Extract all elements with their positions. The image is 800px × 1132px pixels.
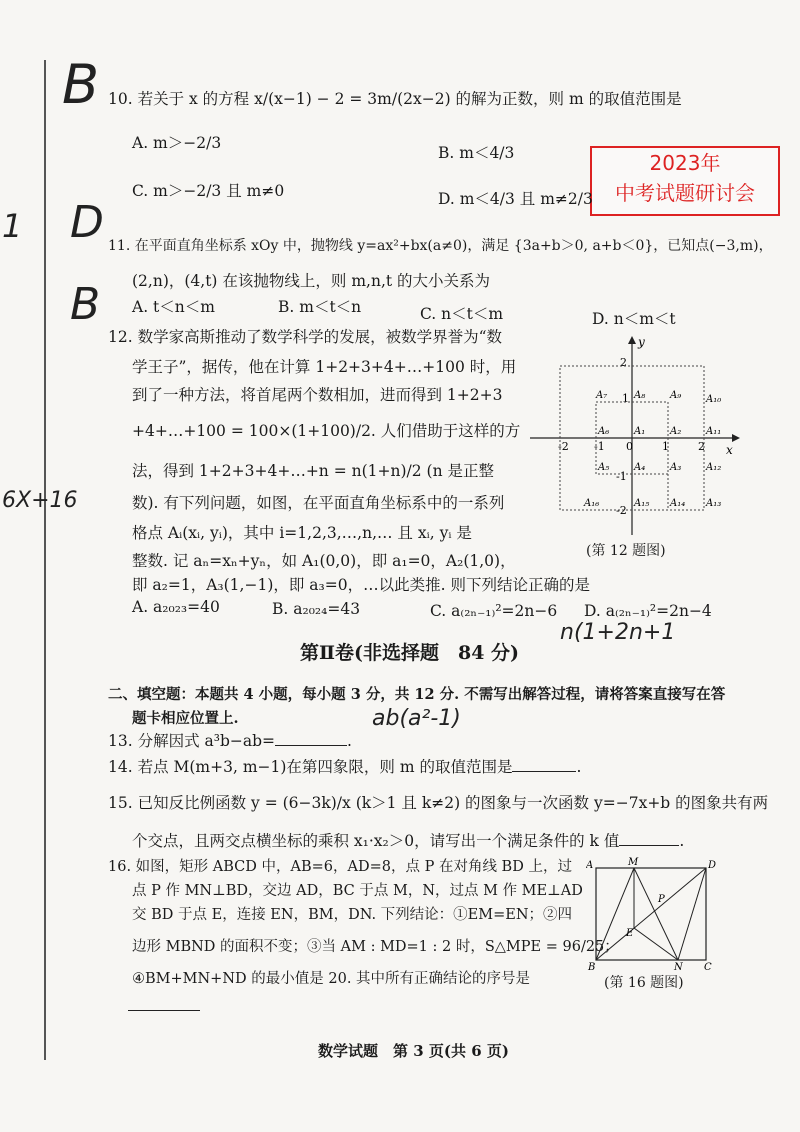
stamp-line1: 2023年 xyxy=(649,151,721,175)
ytick-2: 2 xyxy=(620,356,627,369)
point-a9: A₉ xyxy=(670,390,682,401)
q11-option-c: C. n＜t＜m xyxy=(420,305,504,323)
point-a7: A₇ xyxy=(596,390,608,401)
q15-answer-blank[interactable] xyxy=(619,831,679,846)
point-a4: A₄ xyxy=(634,462,646,473)
q15-line2: 个交点，且两交点横坐标的乘积 x₁·x₂＞0，请写出一个满足条件的 k 值 . xyxy=(132,832,685,850)
ytick-neg1: -1 xyxy=(616,470,627,483)
red-stamp xyxy=(590,146,780,216)
q11-option-b: B. m＜t＜n xyxy=(278,298,362,316)
q10-option-a: A. m＞−2/3 xyxy=(132,134,222,152)
q16-answer-blank[interactable] xyxy=(128,1010,200,1011)
point-a13: A₁₃ xyxy=(706,498,722,509)
q12-line2: 学王子”，据传，他在计算 1+2+3+4+…+100 时，用 xyxy=(132,358,517,376)
handwritten-answer-q10: B xyxy=(62,53,100,116)
label-b: B xyxy=(588,962,596,973)
diagonal-bd xyxy=(596,868,706,960)
point-a14: A₁₄ xyxy=(670,498,686,509)
q12-option-b: B. a₂₀₂₄=43 xyxy=(272,600,361,618)
handwritten-answer-q11: D xyxy=(70,197,104,248)
point-a3: A₃ xyxy=(670,462,682,473)
q12-line6: 数). 有下列问题，如图，在平面直角坐标系中的一系列 xyxy=(132,494,505,512)
q12-line7: 格点 Aᵢ(xᵢ, yᵢ)，其中 i=1,2,3,…,n,… 且 xᵢ, yᵢ 是 xyxy=(132,524,472,542)
label-p: P xyxy=(658,894,665,905)
handwritten-margin-tick: 1 xyxy=(2,207,23,245)
point-a12: A₁₂ xyxy=(706,462,722,473)
q14-answer-blank[interactable] xyxy=(512,757,576,772)
q10-option-c: C. m＞−2/3 且 m≠0 xyxy=(132,182,285,200)
q13-answer-blank[interactable] xyxy=(275,731,347,746)
q12-line3: 到了一种方法，将首尾两个数相加，进而得到 1+2+3 xyxy=(132,386,503,404)
handwritten-answer-q12: B xyxy=(70,279,101,330)
q16-caption: (第 16 题图) xyxy=(604,975,684,991)
xtick-neg1: -1 xyxy=(594,440,605,453)
q12-option-a: A. a₂₀₂₃=40 xyxy=(132,598,220,616)
q10-option-b: B. m＜4/3 xyxy=(438,144,515,162)
part2-title: 第Ⅱ卷(非选择题 84 分) xyxy=(300,642,520,664)
handwritten-margin-note: 6X+16 xyxy=(2,488,78,513)
origin-label: 0 xyxy=(626,440,633,453)
q14-text: 14. 若点 M(m+3, m−1)在第四象限，则 m 的取值范围是 . xyxy=(108,758,582,776)
point-a2: A₂ xyxy=(670,426,682,437)
point-a6: A₆ xyxy=(598,426,610,437)
q16-line3: 交 BD 于点 E，连接 EN，BM，DN. 下列结论：①EM=EN；②四 xyxy=(132,907,573,923)
q12-option-c: C. a₍₂ₙ₋₁₎²=2n−6 xyxy=(430,602,558,620)
point-a11: A₁₁ xyxy=(706,426,722,437)
segment-dn xyxy=(678,868,706,960)
point-a5: A₅ xyxy=(598,462,610,473)
y-axis-label: y xyxy=(638,335,645,349)
label-d: D xyxy=(708,860,716,871)
q10-option-d: D. m＜4/3 且 m≠2/3 xyxy=(438,190,593,208)
q10-stem: 10. 若关于 x 的方程 x/(x−1) − 2 = 3m/(2x−2) 的解为正数，则 m 的取值范围是 xyxy=(108,90,682,108)
q12-line4: +4+…+100 = 100×(1+100)/2. 人们借助于这样的方 xyxy=(132,422,521,440)
q16-line5: ④BM+MN+ND 的最小值是 20. 其中所有正确结论的序号是 xyxy=(132,971,531,987)
ytick-neg2: -2 xyxy=(616,504,627,517)
fill-header-line1: 二、填空题：本题共 4 小题，每小题 3 分，共 12 分. 不需写出解答过程，请将答案直接写在答 xyxy=(108,686,726,703)
q11-line1: 11. 在平面直角坐标系 xOy 中，抛物线 y=ax²+bx(a≠0)，满足 {3a+b＞0, a+b＜0}，已知点(−3,m)， xyxy=(108,238,773,254)
q15-line1: 15. 已知反比例函数 y = (6−3k)/x (k＞1 且 k≠2) 的图象与一次函数 y=−7x+b 的图象共有两 xyxy=(108,794,769,812)
label-c: C xyxy=(704,962,712,973)
ytick-1: 1 xyxy=(622,392,629,405)
q11-option-a: A. t＜n＜m xyxy=(132,298,215,316)
label-n: N xyxy=(674,962,683,973)
point-a1: A₁ xyxy=(634,426,646,437)
q12-figure xyxy=(520,330,750,545)
q16-line1: 16. 如图，矩形 ABCD 中，AB=6，AD=8，点 P 在对角线 BD 上，过 xyxy=(108,859,572,875)
fill-header-line2: 题卡相应位置上. xyxy=(132,710,239,727)
q12-line9: 即 a₂=1，A₃(1,−1)，即 a₃=0，…以此类推. 则下列结论正确的是 xyxy=(132,576,590,594)
label-a: A xyxy=(586,860,594,871)
q14-stem: 14. 若点 M(m+3, m−1)在第四象限，则 m 的取值范围是 xyxy=(108,758,513,776)
q16-line2: 点 P 作 MN⊥BD，交边 AD，BC 于点 M，N，过点 M 作 ME⊥AD xyxy=(132,883,583,899)
x-axis-arrow-icon xyxy=(732,434,740,442)
point-a10: A₁₀ xyxy=(706,394,722,405)
q16-line4: 边形 MBND 的面积不变；③当 AM : MD=1 : 2 时，S△MPE = 96/25； xyxy=(132,939,619,955)
y-axis-arrow-icon xyxy=(628,336,636,344)
segment-bm xyxy=(596,868,634,960)
q12-option-d: D. a₍₂ₙ₋₁₎²=2n−4 xyxy=(584,602,712,620)
label-m: M xyxy=(628,857,639,868)
stamp-line2: 中考试题研讨会 xyxy=(615,181,755,205)
q12-line8: 整数. 记 aₙ=xₙ+yₙ，如 A₁(0,0)，即 a₁=0，A₂(1,0)， xyxy=(132,552,516,570)
xtick-neg2: -2 xyxy=(558,440,569,453)
q15-stem: 个交点，且两交点横坐标的乘积 x₁·x₂＞0，请写出一个满足条件的 k 值 xyxy=(132,832,620,850)
xtick-1: 1 xyxy=(662,440,669,453)
q12-caption: (第 12 题图) xyxy=(586,543,666,559)
q13-text: 13. 分解因式 a³b−ab= . xyxy=(108,732,352,750)
q16-figure xyxy=(586,856,716,974)
handwritten-note-q13: ab(a²-1) xyxy=(372,706,461,731)
segment-en xyxy=(634,928,678,960)
q12-line1: 12. 数学家高斯推动了数学科学的发展，被数学界誉为“数 xyxy=(108,328,503,346)
point-a16: A₁₆ xyxy=(584,498,600,509)
q12-line5: 法，得到 1+2+3+4+…+n = n(1+n)/2 (n 是正整 xyxy=(132,462,495,480)
q11-option-d: D. n＜m＜t xyxy=(592,310,676,328)
label-e: E xyxy=(626,928,634,939)
page-footer: 数学试题 第 3 页(共 6 页) xyxy=(318,1042,509,1060)
handwritten-note-q12: n(1+2n+1 xyxy=(560,620,676,645)
point-a15: A₁₅ xyxy=(634,498,650,509)
q11-line2: (2,n)，(4,t) 在该抛物线上，则 m,n,t 的大小关系为 xyxy=(132,272,491,290)
segment-mn xyxy=(634,868,678,960)
margin-line xyxy=(44,60,46,1060)
q13-stem: 13. 分解因式 a³b−ab= xyxy=(108,732,276,750)
x-axis-label: x xyxy=(726,443,733,457)
point-a8: A₈ xyxy=(634,390,646,401)
xtick-2: 2 xyxy=(698,440,705,453)
